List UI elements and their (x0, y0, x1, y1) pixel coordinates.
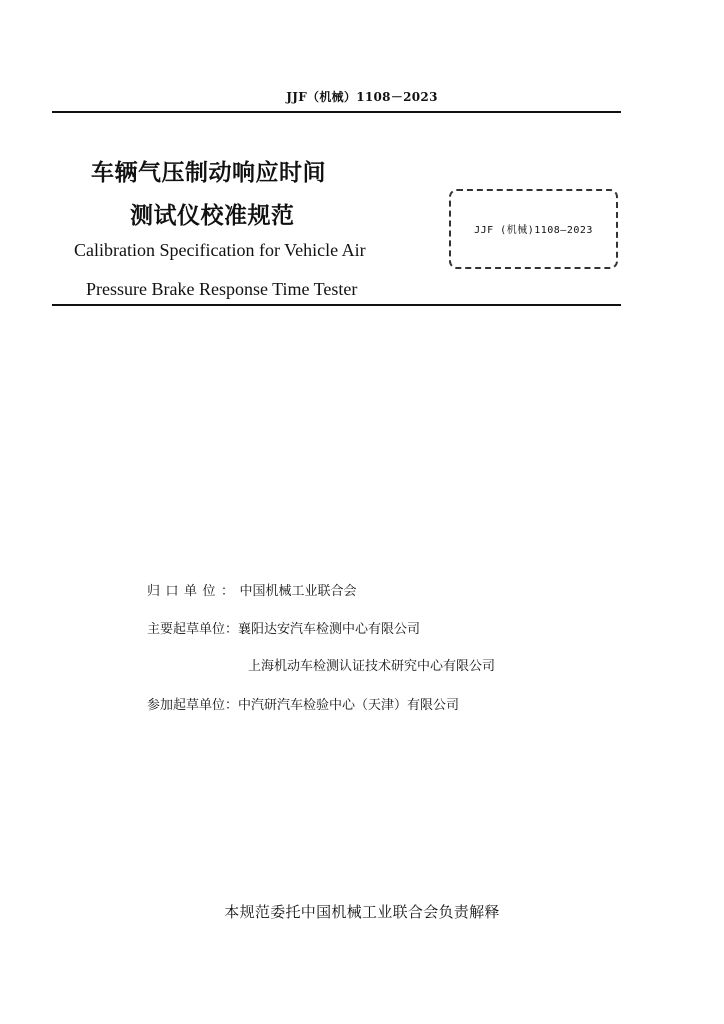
specification-code-badge (449, 189, 618, 269)
title-chinese-line-1: 车辆气压制动响应时间 (91, 160, 326, 186)
top-divider (52, 111, 621, 113)
responsible-unit-value: 中国机械工业联合会 (239, 584, 357, 599)
participating-drafting-unit-label: 参加起草单位： (147, 698, 239, 713)
participating-drafting-unit-row (147, 694, 459, 713)
badge-code-text: JJF (机械)1108—2023 (474, 225, 593, 236)
title-english-line-2: Pressure Brake Response Time Tester (86, 279, 358, 299)
title-english-line-1: Calibration Specification for Vehicle Air (74, 240, 366, 260)
main-drafting-unit-value-2: 上海机动车检测认证技术研究中心有限公司 (248, 659, 496, 674)
interpretation-note: 本规范委托中国机械工业联合会负责解释 (224, 903, 500, 921)
main-drafting-unit-value-1: 襄阳达安汽车检测中心有限公司 (238, 622, 421, 637)
main-drafting-unit-label: 主要起草单位： (147, 622, 239, 637)
main-drafting-unit-row-2 (248, 655, 495, 674)
document-code-header: JJF（机械）1108－2023 (286, 90, 438, 104)
responsible-unit-label: 归口单位： (147, 584, 240, 599)
bottom-divider (52, 304, 621, 306)
responsible-unit-row (147, 580, 357, 599)
participating-drafting-unit-value: 中汽研汽车检验中心（天津）有限公司 (238, 698, 460, 713)
main-drafting-unit-row (147, 618, 420, 637)
title-chinese-line-2: 测试仪校准规范 (130, 203, 295, 229)
